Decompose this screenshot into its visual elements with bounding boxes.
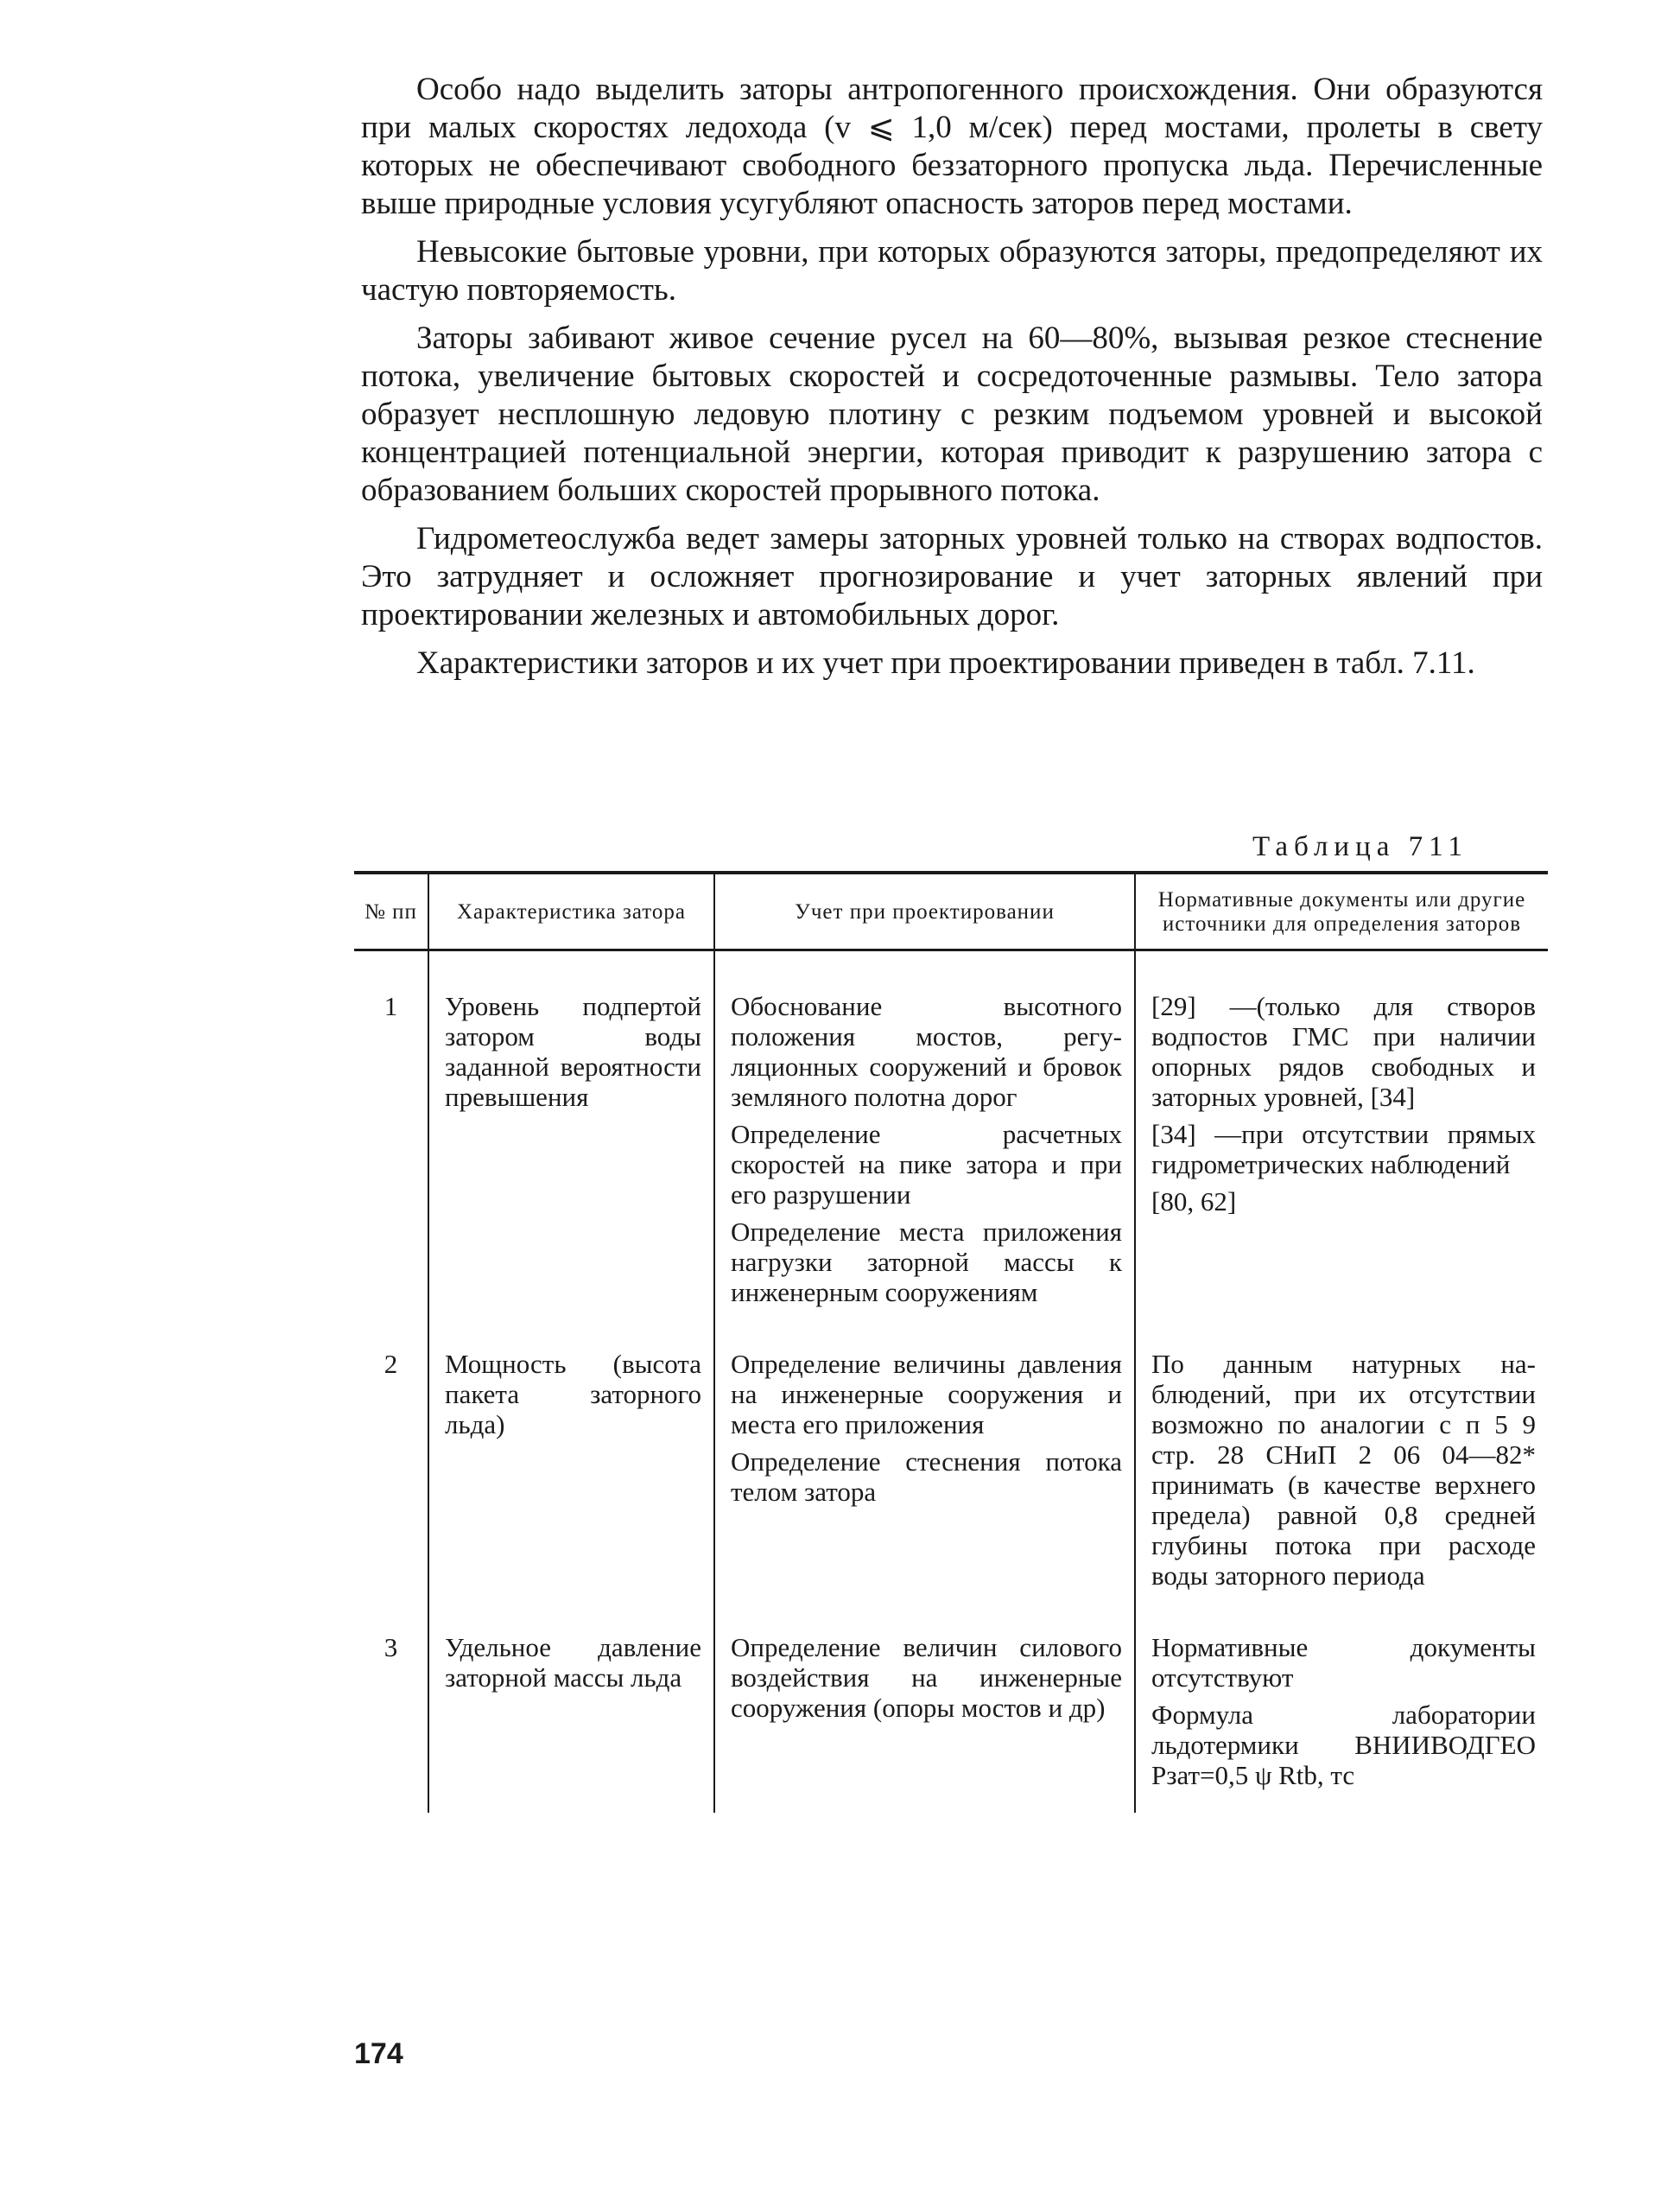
document-item: Формула лаборатории льдотермики ВНИИВОДГЕО Рзат=0,5 ψ Rtb, тс <box>1151 1700 1536 1790</box>
row-design <box>714 1613 1135 1813</box>
body-text <box>361 71 1543 693</box>
paragraph: Характеристики заторов и их учет при проектировании приведен в табл. 7.11. <box>416 645 1475 681</box>
design-item: Определение расчетных скоростей на пике затора и при его разрушении <box>731 1119 1122 1210</box>
row-num: 1 <box>384 991 398 1021</box>
row-characteristic: Мощность (высота пакета заторного льда) <box>428 1330 714 1613</box>
paragraph: Гидрометеослужба ведет замеры заторных уровней только на створах водпостов. Это затрудняет и осложняет прогнозирование и учет заторных явлений при проектировании железных и автомобильных дорог. <box>361 521 1543 632</box>
row-characteristic: Уровень подпертой затором воды заданной вероятности превышения <box>428 950 714 1331</box>
row-design <box>714 950 1135 1331</box>
design-item: Определение величины давления на инженерные сооружения и места его приложения <box>731 1349 1122 1439</box>
row-documents <box>1135 1613 1548 1813</box>
table-header-row <box>354 873 1548 950</box>
header-characteristic: Характеристика затора <box>428 873 714 950</box>
row-design <box>714 1330 1135 1613</box>
table-row <box>354 1613 1548 1813</box>
document-item: [29] —(только для створов водпостов ГМС при наличии опорных рядов свободных и заторных уровней, [34] <box>1151 991 1536 1112</box>
design-item: Определение величин силового воздействия на инженерные сооружения (опоры мостов и др) <box>731 1632 1122 1723</box>
row-num: 2 <box>384 1349 398 1379</box>
row-characteristic: Удельное давление заторной массы льда <box>428 1613 714 1813</box>
row-documents <box>1135 950 1548 1331</box>
header-design: Учет при проектировании <box>714 873 1135 950</box>
design-item: Определение места приложения нагрузки заторной массы к инженерным сооружениям <box>731 1217 1122 1307</box>
paragraph: Заторы забивают живое сечение русел на 60—80%, вызывая резкое стеснение потока, увеличение бытовых скоростей и сосредоточенные размывы. Тело затора образует несплошную ледовую плотину с резким подъемом уровней и высокой концентрацией потенциальной энергии, которая приводит к разрушению затора с образованием больших скоростей прорывного потока. <box>361 321 1543 508</box>
document-item: [80, 62] <box>1151 1186 1237 1217</box>
paragraph: Особо надо выделить заторы антропогенного происхождения. Они образуются при малых скоростях ледохода (v ⩽ 1,0 м/сек) перед мостами, пролеты в свету которых не обеспечивают свободного беззаторного пропуска льда. Перечисленные выше природные условия усугубляют опасность заторов перед мостами. <box>361 72 1543 221</box>
ice-jam-table <box>354 871 1548 1813</box>
table-caption: Таблица 711 <box>1252 831 1468 862</box>
header-num: № пп <box>354 873 428 950</box>
paragraph: Невысокие бытовые уровни, при которых образуются заторы, предопределяют их частую повторяемость. <box>361 234 1543 308</box>
design-item: Определение стеснения потока телом затора <box>731 1446 1122 1507</box>
document-item: Нормативные документы отсутствуют <box>1151 1632 1536 1693</box>
document-item: [34] —при отсутствии прямых гидрометрических наблюдений <box>1151 1119 1536 1179</box>
table-row <box>354 950 1548 1331</box>
row-num: 3 <box>384 1632 398 1662</box>
page-number: 174 <box>354 2037 403 2070</box>
row-documents <box>1135 1330 1548 1613</box>
document-item: По данным натурных наблюдений, при их отсутствии возможно по аналогии с п 5 9 стр. 28 СНиП 2 06 04—82* принимать (в качестве верхнего предела) равной 0,8 средней глубины потока при расходе воды заторного периода <box>1151 1349 1536 1591</box>
header-documents: Нормативные документы или другие источники для определения заторов <box>1135 873 1548 950</box>
table-row <box>354 1330 1548 1613</box>
design-item: Обоснование высотного положения мостов, регуляционных сооружений и бровок земляного полотна дорог <box>731 991 1122 1112</box>
